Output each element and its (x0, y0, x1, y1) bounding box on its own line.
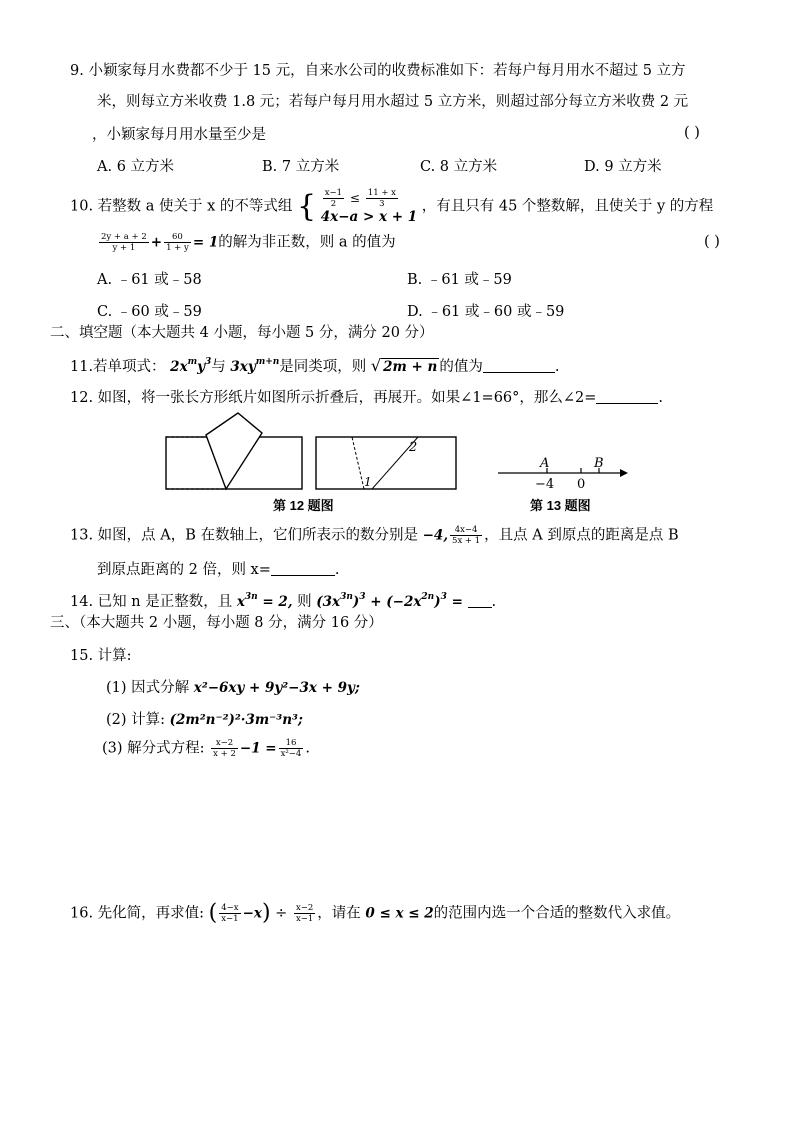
fig13-tick-neg4: −4 (535, 477, 555, 492)
q14-line: 14. 已知 n 是正整数，且 $x^{3n} = 2$, 则 $(3x^{3n})^3 + (-2x^{2n})^3$ = . (70, 592, 497, 610)
q10-eq-frac2: $\frac{60}{1 + y}$ (166, 232, 189, 253)
q14-answer-blank[interactable] (468, 593, 492, 608)
q11-sqrt: 2m + n (383, 359, 438, 375)
q12-answer-blank[interactable] (596, 389, 658, 404)
q10-option-a: A. ﹣61 或﹣58 (97, 272, 202, 288)
q9-line2: 米，则每立方米收费 1.8 元；若每户每月用水超过 5 立方米，则超过部分每立方米收费 2 元 (97, 94, 689, 110)
q10-line1 (70, 188, 713, 225)
q10-option-d: D. ﹣61 或﹣60 或﹣59 (407, 304, 565, 320)
q10-option-c: C. ﹣60 或﹣59 (97, 304, 202, 320)
q10-answer-paren: ( ) (704, 234, 720, 250)
fig12-fold-diagram-2 (312, 432, 464, 492)
q11-line: 11.若单项式： $2x^my^3$与 $3xy^{m+n}$是同类项，则 √ 2m + n 的值为 . (70, 356, 560, 375)
q16-frac1: $\frac{4-x}{x-1}$ (221, 903, 239, 924)
q15-part3: (3) 解分式方程: $\frac{x-2}{x + 2}$ −1 = $\frac{16}{\text{x²−4}}$ . (102, 738, 310, 759)
fig13-number-line (496, 455, 632, 485)
fig12-fold-diagram-1 (160, 405, 310, 495)
q16-range: 0 ≤ x ≤ 2 (365, 905, 434, 922)
q13-frac: $\frac{4x-4}{5x + 1}$ (452, 525, 481, 546)
q10-inequality-system (321, 188, 417, 225)
fig13-caption: 第 13 题图 (530, 498, 591, 513)
q10-brace: { (297, 188, 317, 224)
q15-part1: (1) 因式分解 x²−6xy + 9y²−3x + 9y; (106, 680, 360, 696)
fig13-point-a-label: A (540, 456, 550, 471)
q11-mono1: $2x^my^3$ (170, 357, 212, 375)
q9-line3: ，小颖家每月用水量至少是 (92, 127, 266, 143)
q14-given: $x^{3n} = 2$, (236, 592, 293, 610)
q9-option-d: D. 9 立方米 (584, 159, 662, 175)
q9-option-c: C. 8 立方米 (420, 159, 498, 175)
q10-line2: $\frac{2y + a + 2}{y + 1}$ + $\frac{60}{1 + y}$ = 1的解为非正数，则 a 的值为 (101, 232, 396, 253)
fig13-point-b-label: B (594, 456, 604, 471)
q13-line1: 13. 如图，点 A，B 在数轴上，它们所表示的数分别是 −4, $\frac{4x-4}{5x + 1}$ ，且点 A 到原点的距离是点 B (70, 525, 679, 546)
section-2-heading: 二、填空题（本大题共 4 小题，每小题 5 分，满分 20 分） (50, 325, 434, 341)
q15-title: 15. 计算: (70, 648, 132, 664)
q9-answer-paren: ( ) (684, 125, 700, 141)
q10-tail: ，有且只有 45 个整数解，且使关于 y 的方程 (421, 198, 714, 215)
fig12-angle-2-label: 2 (409, 440, 418, 455)
q10-ineq-bottom: 4x−a > x + 1 (320, 209, 418, 225)
q12-line: 12. 如图，将一张长方形纸片如图所示折叠后，再展开。如果∠1=66°，那么∠2= . (70, 390, 664, 406)
q10-lead: 10. 若整数 a 使关于 x 的不等式组 (70, 198, 293, 215)
section-3-heading: 三、（本大题共 2 小题，每小题 8 分，满分 16 分） (50, 615, 383, 631)
q10-option-b: B. ﹣61 或﹣59 (407, 272, 512, 288)
fig12-angle-1-label: 1 (364, 475, 372, 489)
q10-eq-frac1: $\frac{2y + a + 2}{y + 1}$ (101, 232, 147, 253)
fig13-tick-0: 0 (577, 477, 586, 492)
q16-frac2: $\frac{x-2}{x-1}$ (295, 903, 314, 924)
q15-p3-frac1: $\frac{x-2}{x + 2}$ (213, 738, 236, 759)
q9-line1: 9. 小颖家每月水费都不少于 15 元，自来水公司的收费标准如下：若每户每月用水不超过 5 立方 (70, 63, 686, 79)
q10-eq-tail: 的解为非正数，则 a 的值为 (218, 234, 396, 251)
q10-ineq-top: $\frac{x-1}{2}$ ≤ $\frac{11 + x}{3}$ (324, 188, 396, 209)
q11-answer-blank[interactable] (483, 358, 555, 373)
q9-option-b: B. 7 立方米 (262, 159, 340, 175)
q13-answer-blank[interactable] (271, 561, 335, 576)
q13-line2: 到原点距离的 2 倍，则 x= . (97, 562, 340, 578)
q16-line: 16. 先化简，再求值: ( $\frac{4-x}{x-1}$ −x) ÷ $\frac{x-2}{x-1}$ ，请在 0 ≤ x ≤ 2的范围内选一个合适的整数代入求值。 (70, 900, 681, 926)
fig12-caption: 第 12 题图 (273, 498, 334, 513)
q9-option-a: A. 6 立方米 (97, 159, 175, 175)
q15-p3-frac2: $\frac{16}{\text{x²−4}}$ (280, 738, 302, 759)
q11-mono2: $3xy^{m+n}$ (230, 357, 280, 375)
q15-part2: (2) 计算: (2m²n⁻²)²·3m⁻³n³; (106, 712, 303, 728)
q14-expression: $(3x^{3n})^3 + (-2x^{2n})^3$ = (316, 592, 463, 610)
